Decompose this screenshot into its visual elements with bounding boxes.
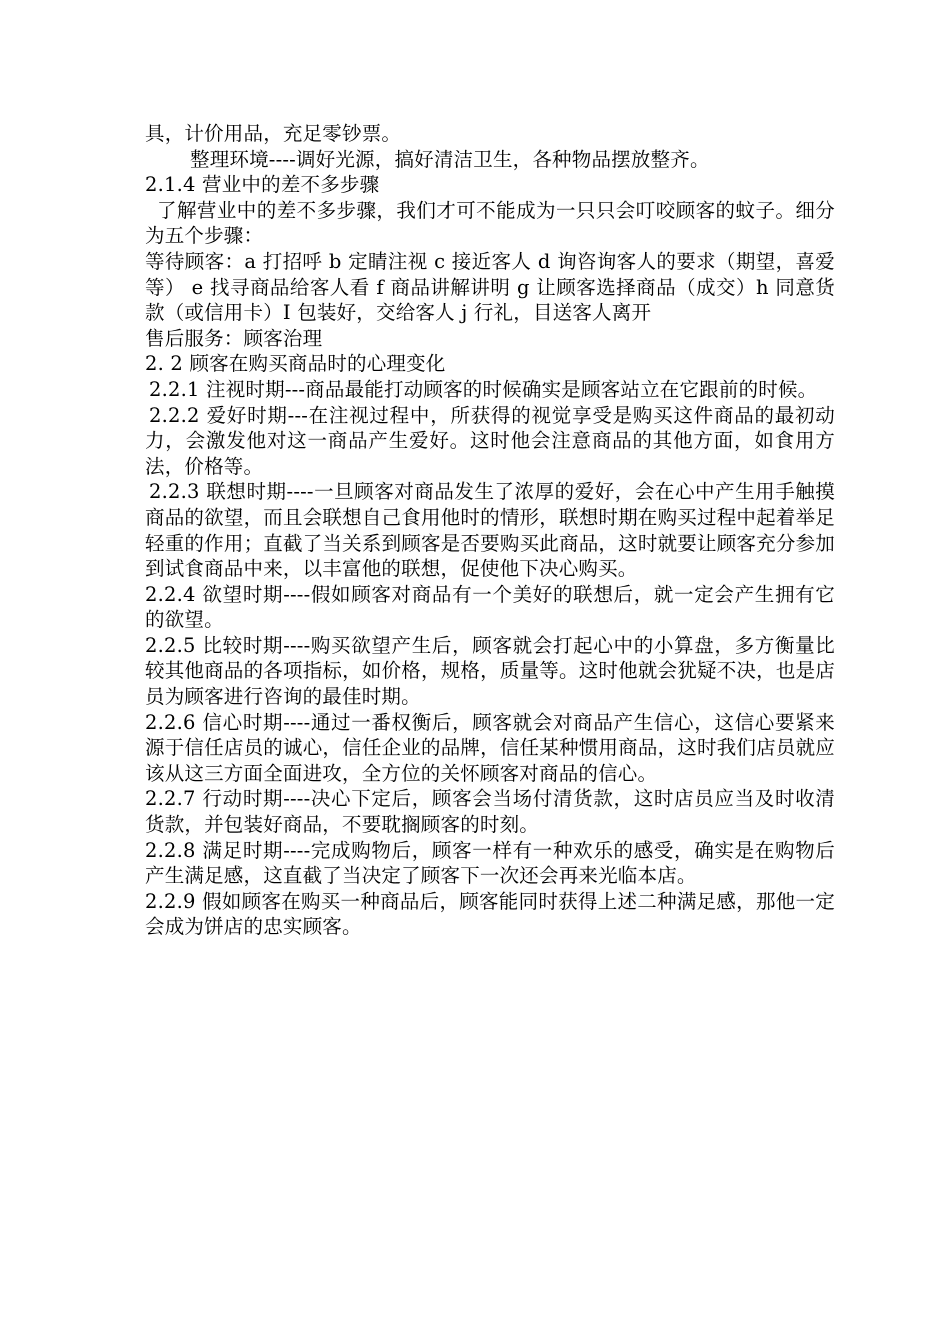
paragraph: 2.2.5 比较时期----购买欲望产生后，顾客就会打起心中的小算盘，多方衡量比较其他商品的各项指标，如价格，规格，质量等。这时他就会犹疑不决，也是店员为顾客进行咨询的最佳时期。 xyxy=(145,633,835,709)
section-heading: 2.1.4 营业中的差不多步骤 xyxy=(145,173,380,197)
paragraph: 2.2.2 爱好时期---在注视过程中，所获得的视觉享受是购买这件商品的最初动力，会激发他对这一商品产生爱好。这时他会注意商品的其他方面，如食用方法，价格等。 xyxy=(145,403,835,478)
section-heading: 2. 2 顾客在购买商品时的心理变化 xyxy=(145,352,446,376)
paragraph: 2.2.9 假如顾客在购买一种商品后，顾客能同时获得上述二种满足感，那他一定会成为饼店的忠实顾客。 xyxy=(145,889,835,939)
paragraph: 2.2.6 信心时期----通过一番权衡后，顾客就会对商品产生信心，这信心要紧来源于信任店员的诚心，信任企业的品牌，信任某种惯用商品，这时我们店员就应该从这三方面全面进攻，全方位的关怀顾客对商品的信心。 xyxy=(145,710,835,785)
paragraph: 了解营业中的差不多步骤，我们才可不能成为一只只会叮咬顾客的蚊子。细分为五个步骤： xyxy=(145,198,835,248)
paragraph: 具，计价用品，充足零钞票。 xyxy=(145,122,402,145)
paragraph: 等待顾客：a 打招呼 b 定睛注视 c 接近客人 d 询咨询客人的要求（期望，喜爱等） e 找寻商品给客人看 f 商品讲解讲明 g 让顾客选择商品（成交）h 同意货款（或信用卡）I 包装好，交给客人 j 行礼，目送客人离开 xyxy=(145,249,835,325)
paragraph: 整理环境----调好光源，搞好清洁卫生，各种物品摆放整齐。 xyxy=(190,147,710,171)
document-body xyxy=(145,121,835,940)
paragraph: 2.2.4 欲望时期----假如顾客对商品有一个美好的联想后，就一定会产生拥有它的欲望。 xyxy=(145,582,835,632)
paragraph: 售后服务：顾客治理 xyxy=(145,326,323,350)
paragraph: 2.2.8 满足时期----完成购物后，顾客一样有一种欢乐的感受，确实是在购物后产生满足感，这直截了当决定了顾客下一次还会再来光临本店。 xyxy=(145,838,835,888)
paragraph: 2.2.3 联想时期----一旦顾客对商品发生了浓厚的爱好，会在心中产生用手触摸商品的欲望，而且会联想自己食用他时的情形，联想时期在购买过程中起着举足轻重的作用；直截了当关系到顾客是否要购买此商品，这时就要让顾客充分参加到试食商品中来，以丰富他的联想，促使他下决心购买。 xyxy=(145,480,835,581)
paragraph: 2.2.7 行动时期----决心下定后，顾客会当场付清货款，这时店员应当及时收清货款，并包装好商品，不要耽搁顾客的时刻。 xyxy=(145,787,835,837)
paragraph: 2.2.1 注视时期---商品最能打动顾客的时候确实是顾客站立在它跟前的时候。 xyxy=(149,377,818,401)
